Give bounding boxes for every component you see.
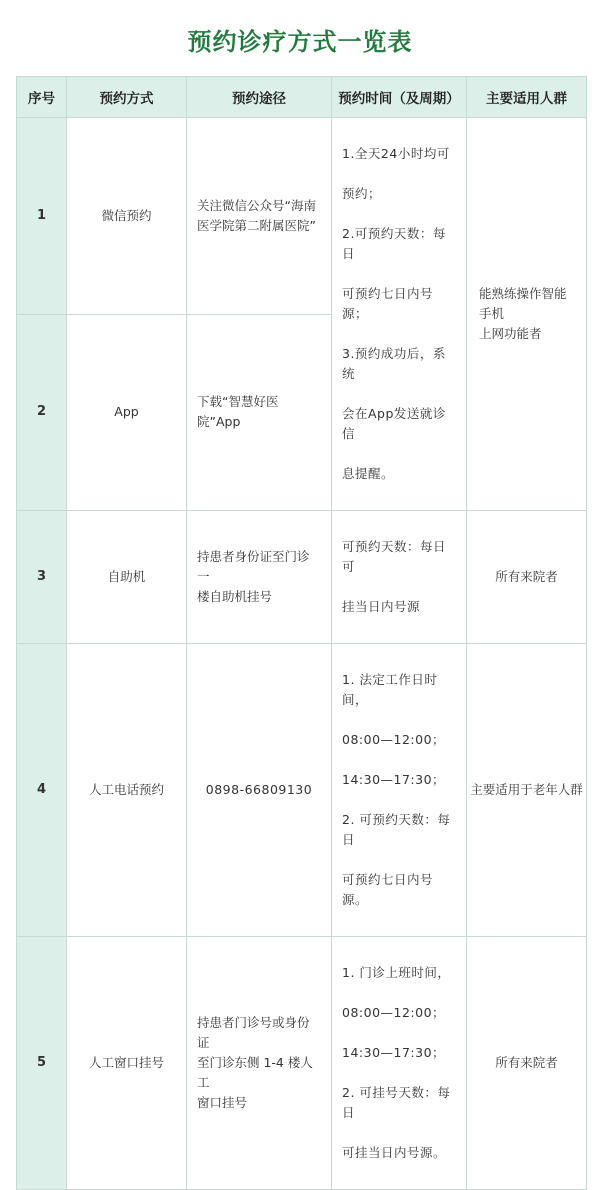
table-header-row <box>17 77 587 118</box>
row-number: 2 <box>17 314 67 511</box>
row-number: 3 <box>17 511 67 644</box>
row-mode: 人工电话预约 <box>67 644 187 937</box>
row-people: 所有来院者 <box>467 937 587 1190</box>
header-channel: 预约途径 <box>187 77 332 118</box>
row-mode: App <box>67 314 187 511</box>
row-people: 所有来院者 <box>467 511 587 644</box>
row-people-shared: 能熟练操作智能手机 上网功能者 <box>467 118 587 511</box>
row-channel: 关注微信公众号“海南 医学院第二附属医院” <box>187 118 332 315</box>
table-row <box>17 644 587 937</box>
header-people: 主要适用人群 <box>467 77 587 118</box>
row-time: 1. 法定工作日时间， 08:00—12:00； 14:30—17:30； 2. 可预约天数：每日 可预约七日内号源。 <box>332 644 467 937</box>
appointment-table <box>16 76 587 1190</box>
row-number: 5 <box>17 937 67 1190</box>
header-mode: 预约方式 <box>67 77 187 118</box>
table-row <box>17 118 587 315</box>
row-number: 4 <box>17 644 67 937</box>
table-row <box>17 511 587 644</box>
row-mode: 人工窗口挂号 <box>67 937 187 1190</box>
row-channel: 持患者门诊号或身份证 至门诊东侧 1-4 楼人工 窗口挂号 <box>187 937 332 1190</box>
row-people: 主要适用于老年人群 <box>467 644 587 937</box>
row-number: 1 <box>17 118 67 315</box>
page-title: 预约诊疗方式一览表 <box>187 28 413 56</box>
row-channel: 下载“智慧好医院”App <box>187 314 332 511</box>
row-channel: 持患者身份证至门诊一 楼自助机挂号 <box>187 511 332 644</box>
row-channel: 0898-66809130 <box>187 644 332 937</box>
row-time: 1. 门诊上班时间， 08:00—12:00； 14:30—17:30； 2. 可挂号天数：每日 可挂当日内号源。 <box>332 937 467 1190</box>
row-time: 可预约天数：每日可 挂当日内号源 <box>332 511 467 644</box>
row-mode: 微信预约 <box>67 118 187 315</box>
table-row <box>17 937 587 1190</box>
row-time-shared: 1.全天24小时均可 预约； 2.可预约天数：每日 可预约七日内号源； 3.预约成功后，系统 会在App发送就诊信 息提醒。 <box>332 118 467 511</box>
row-mode: 自助机 <box>67 511 187 644</box>
header-time: 预约时间（及周期） <box>332 77 467 118</box>
header-no: 序号 <box>17 77 67 118</box>
